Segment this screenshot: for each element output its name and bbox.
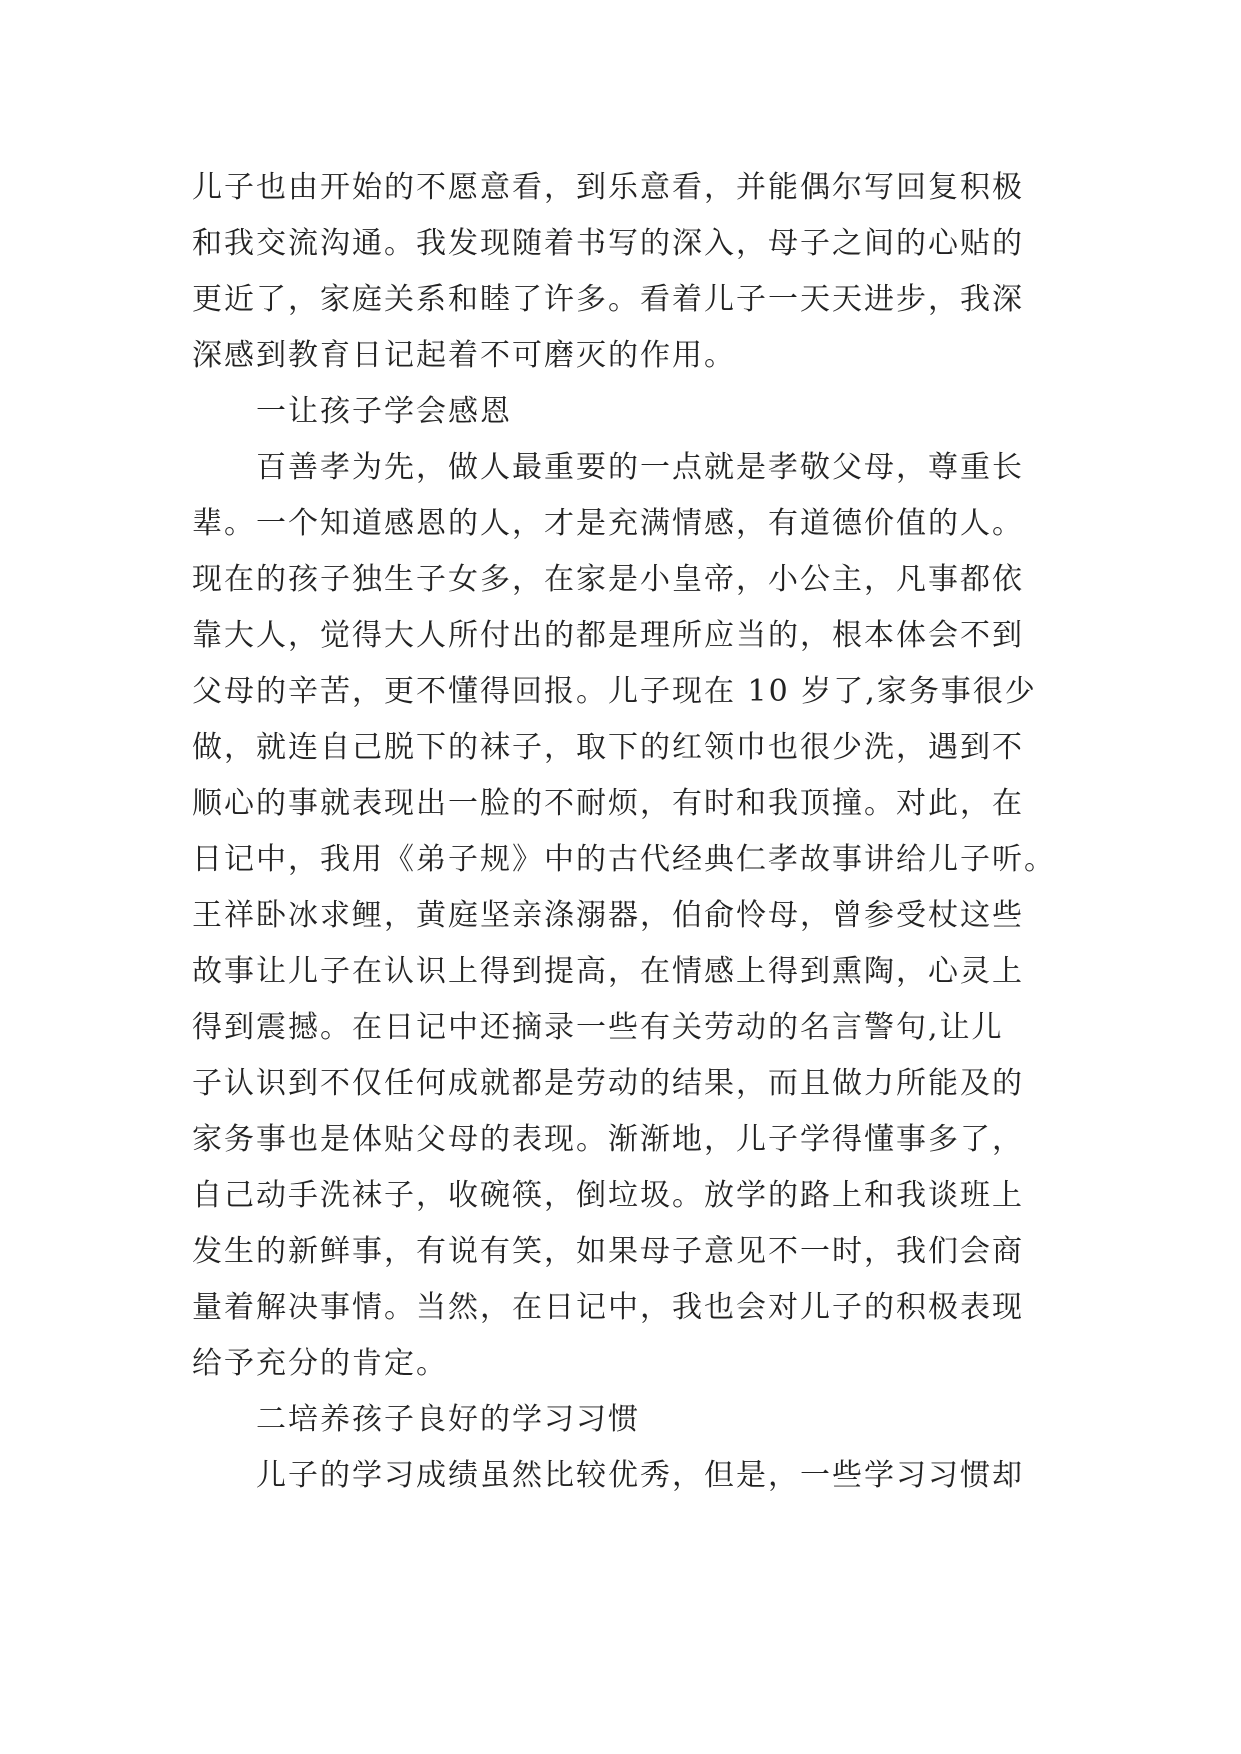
text-line: 辈。一个知道感恩的人，才是充满情感，有道德价值的人。 — [192, 506, 1024, 541]
text-line: 靠大人，觉得大人所付出的都是理所应当的，根本体会不到 — [192, 618, 1024, 653]
text-line: 深感到教育日记起着不可磨灭的作用。 — [192, 338, 736, 373]
text-line: 现在的孩子独生子女多，在家是小皇帝，小公主，凡事都依 — [192, 562, 1024, 597]
text-line: 父母的辛苦，更不懂得回报。儿子现在 10 岁了,家务事很少 — [192, 674, 1037, 709]
text-line: 更近了，家庭关系和睦了许多。看着儿子一天天进步，我深 — [192, 282, 1024, 317]
text-line: 得到震撼。在日记中还摘录一些有关劳动的名言警句,让儿 — [192, 1010, 1004, 1045]
text-line: 王祥卧冰求鲤，黄庭坚亲涤溺器，伯俞怜母，曾参受杖这些 — [192, 898, 1024, 933]
text-line: 和我交流沟通。我发现随着书写的深入，母子之间的心贴的 — [192, 226, 1024, 261]
section-heading-study-habits: 二培养孩子良好的学习习惯 — [256, 1402, 640, 1437]
text-line: 家务事也是体贴父母的表现。渐渐地，儿子学得懂事多了， — [192, 1122, 1024, 1157]
text-line: 儿子的学习成绩虽然比较优秀，但是，一些学习习惯却 — [256, 1458, 1024, 1493]
text-line: 百善孝为先，做人最重要的一点就是孝敬父母，尊重长 — [256, 450, 1024, 485]
text-line: 给予充分的肯定。 — [192, 1346, 448, 1381]
text-line: 顺心的事就表现出一脸的不耐烦，有时和我顶撞。对此，在 — [192, 786, 1024, 821]
text-line: 子认识到不仅任何成就都是劳动的结果，而且做力所能及的 — [192, 1066, 1024, 1101]
text-line: 故事让儿子在认识上得到提高，在情感上得到熏陶，心灵上 — [192, 954, 1024, 989]
text-line: 日记中，我用《弟子规》中的古代经典仁孝故事讲给儿子听。 — [192, 842, 1056, 877]
section-heading-gratitude: 一让孩子学会感恩 — [256, 394, 512, 429]
text-line: 发生的新鲜事，有说有笑，如果母子意见不一时，我们会商 — [192, 1234, 1024, 1269]
text-line: 做，就连自己脱下的袜子，取下的红领巾也很少洗，遇到不 — [192, 730, 1024, 765]
text-line: 量着解决事情。当然，在日记中，我也会对儿子的积极表现 — [192, 1290, 1024, 1325]
text-line: 自己动手洗袜子，收碗筷，倒垃圾。放学的路上和我谈班上 — [192, 1178, 1024, 1213]
text-line: 儿子也由开始的不愿意看，到乐意看，并能偶尔写回复积极 — [192, 170, 1024, 205]
